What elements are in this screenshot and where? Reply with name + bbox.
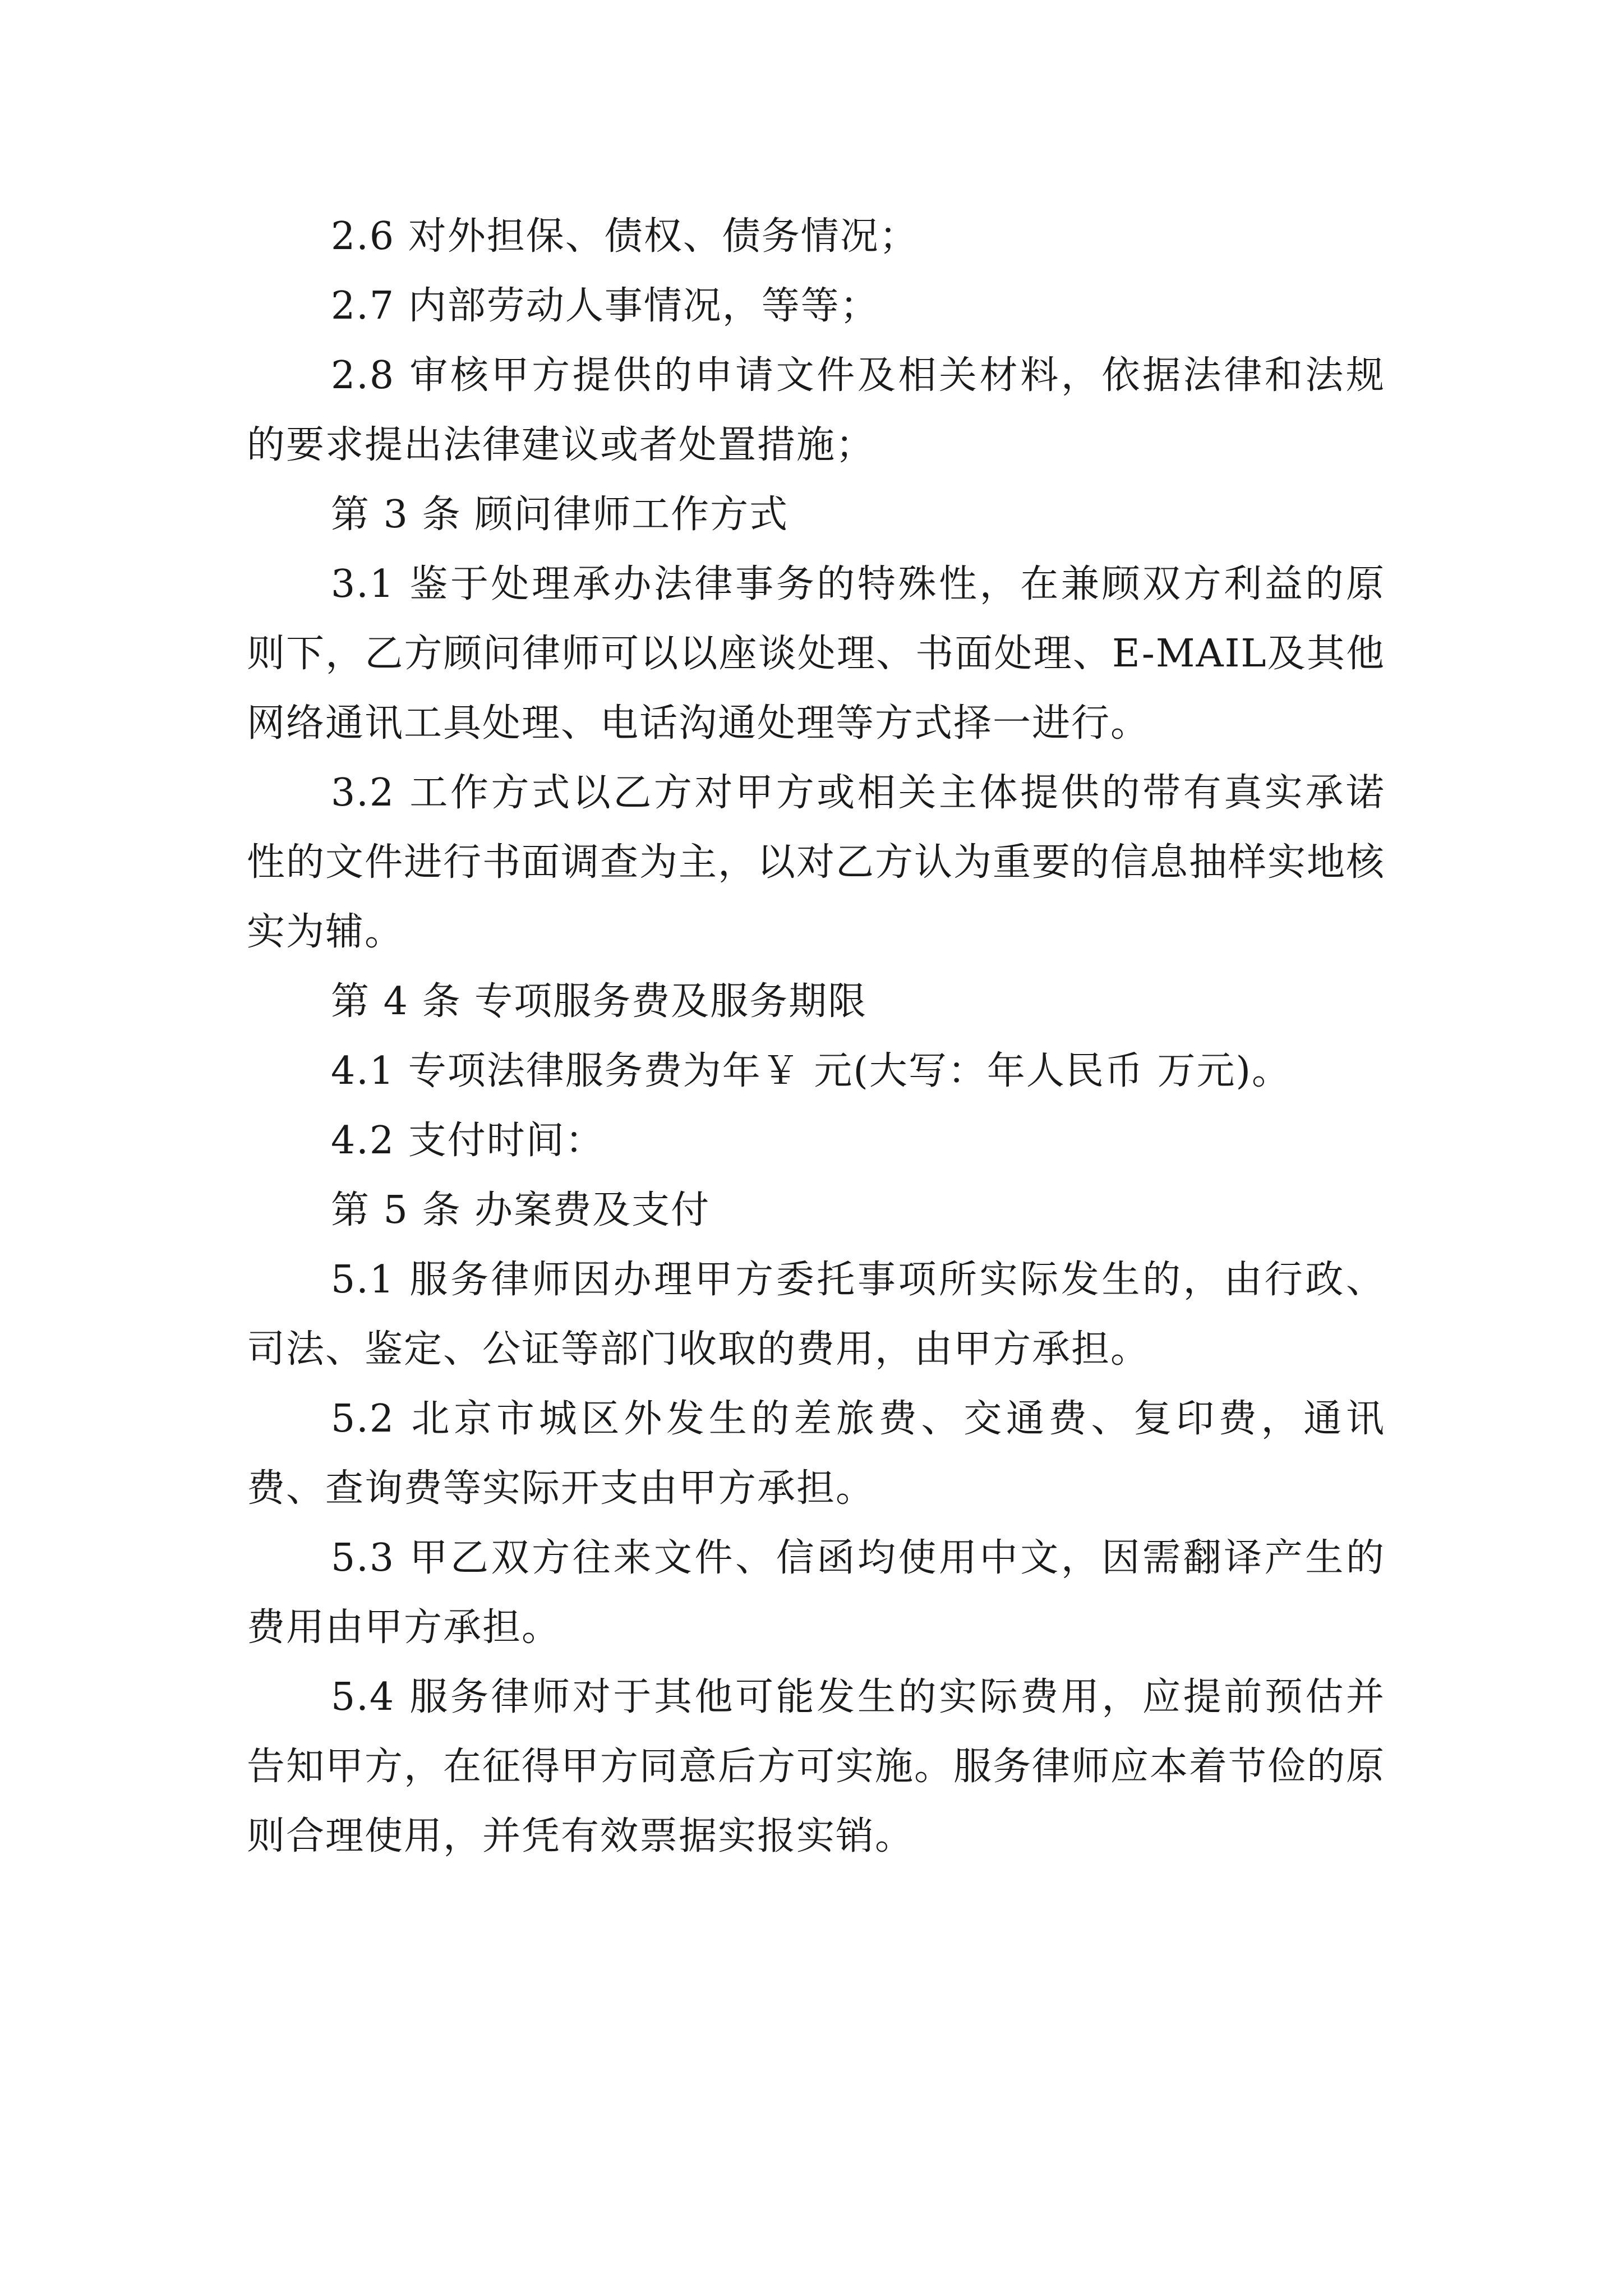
article-5-heading: 第 5 条 办案费及支付 xyxy=(331,1188,711,1232)
article-4-heading: 第 4 条 专项服务费及服务期限 xyxy=(331,979,868,1024)
clause-4-2: 4.2 支付时间： xyxy=(331,1119,605,1163)
clause-5-4: 5.4 服务律师对于其他可能发生的实际费用，应提前预估并告知甲方，在征得甲方同意后方可实施。服务律师应本着节俭的原则合理使用，并凭有效票据实报实销。 xyxy=(247,1675,1386,1858)
clause-3-1: 3.1 鉴于处理承办法律事务的特殊性，在兼顾双方利益的原则下，乙方顾问律师可以以座谈处理、书面处理、E-MAIL及其他网络通讯工具处理、电话沟通处理等方式择一进行。 xyxy=(247,562,1385,746)
clause-4-1: 4.1 专项法律服务费为年￥ 元(大写：年人民币 万元)。 xyxy=(331,1049,1292,1093)
clause-2-8: 2.8 审核甲方提供的申请文件及相关材料，依据法律和法规的要求提出法律建议或者处置措施； xyxy=(247,353,1385,467)
clause-2-6: 2.6 对外担保、债权、债务情况； xyxy=(331,214,919,259)
clause-5-3: 5.3 甲乙双方往来文件、信函均使用中文，因需翻译产生的费用由甲方承担。 xyxy=(247,1536,1385,1650)
clause-3-2: 3.2 工作方式以乙方对甲方或相关主体提供的带有真实承诺性的文件进行书面调查为主，以对乙方认为重要的信息抽样实地核实为辅。 xyxy=(247,771,1386,954)
clause-2-7: 2.7 内部劳动人事情况，等等； xyxy=(331,284,879,328)
clause-5-2: 5.2 北京市城区外发生的差旅费、交通费、复印费，通讯费、查询费等实际开支由甲方承担。 xyxy=(247,1397,1385,1511)
clause-5-1: 5.1 服务律师因办理甲方委托事项所实际发生的，由行政、司法、鉴定、公证等部门收取的费用，由甲方承担。 xyxy=(247,1258,1385,1372)
document-body xyxy=(247,202,1385,1871)
article-3-heading: 第 3 条 顾问律师工作方式 xyxy=(331,493,789,537)
